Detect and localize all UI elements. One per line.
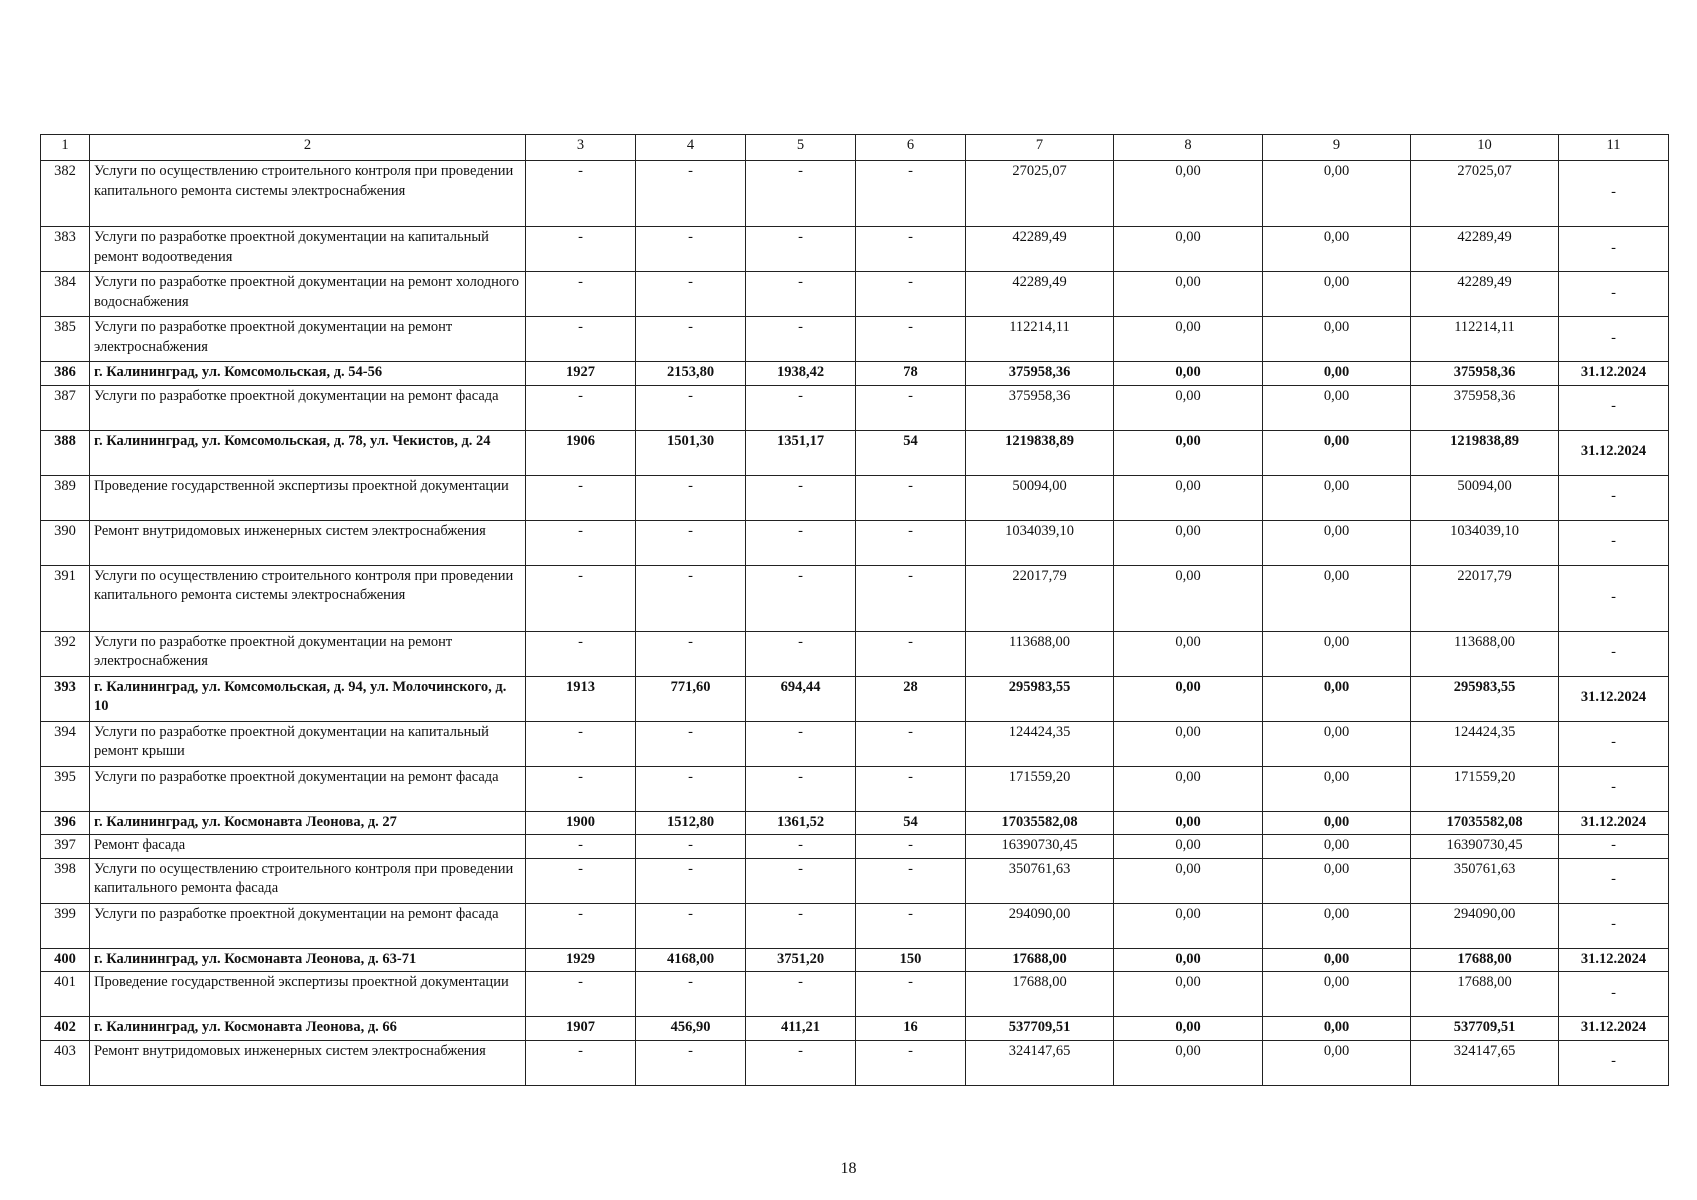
build-year-cell: - (526, 385, 636, 430)
cost-fund-source-8-cell: 0,00 (1114, 766, 1263, 811)
residents-count-cell: - (856, 317, 966, 362)
cost-fund-source-8-cell: 0,00 (1114, 631, 1263, 676)
cost-fund-source-8-cell: 0,00 (1114, 317, 1263, 362)
cost-fund-source-10-cell: 17035582,08 (1411, 811, 1559, 835)
column-number-header: 5 (746, 135, 856, 161)
row-number-cell: 399 (41, 903, 90, 948)
total-cost-cell: 537709,51 (966, 1017, 1114, 1041)
row-number-cell: 394 (41, 721, 90, 766)
total-area-cell: - (636, 721, 746, 766)
residents-count-cell: - (856, 520, 966, 565)
total-cost-cell: 17688,00 (966, 972, 1114, 1017)
total-area-cell: - (636, 272, 746, 317)
work-name-cell: Услуги по разработке проектной документации на ремонт фасада (90, 385, 526, 430)
total-area-cell: - (636, 903, 746, 948)
build-year-cell: 1927 (526, 362, 636, 386)
completion-date-cell: - (1559, 565, 1669, 631)
work-row (41, 227, 1669, 272)
cost-fund-source-9-cell: 0,00 (1263, 272, 1411, 317)
cost-fund-source-10-cell: 22017,79 (1411, 565, 1559, 631)
work-row (41, 1040, 1669, 1085)
work-name-cell: г. Калининград, ул. Комсомольская, д. 94, ул. Молочинского, д. 10 (90, 676, 526, 721)
row-number-cell: 387 (41, 385, 90, 430)
row-number-cell: 386 (41, 362, 90, 386)
completion-date-cell: 31.12.2024 (1559, 362, 1669, 386)
total-area-cell: - (636, 858, 746, 903)
cost-fund-source-10-cell: 42289,49 (1411, 272, 1559, 317)
living-area-cell: 1938,42 (746, 362, 856, 386)
address-row (41, 362, 1669, 386)
completion-date-cell: - (1559, 766, 1669, 811)
build-year-cell: - (526, 858, 636, 903)
work-name-cell: г. Калининград, ул. Космонавта Леонова, д. 63-71 (90, 948, 526, 972)
build-year-cell: - (526, 227, 636, 272)
row-number-cell: 389 (41, 475, 90, 520)
total-area-cell: 1512,80 (636, 811, 746, 835)
living-area-cell: - (746, 475, 856, 520)
cost-fund-source-9-cell: 0,00 (1263, 362, 1411, 386)
cost-fund-source-8-cell: 0,00 (1114, 858, 1263, 903)
build-year-cell: - (526, 766, 636, 811)
header-row (41, 135, 1669, 161)
cost-fund-source-10-cell: 375958,36 (1411, 385, 1559, 430)
cost-fund-source-10-cell: 16390730,45 (1411, 835, 1559, 859)
work-row (41, 766, 1669, 811)
cost-fund-source-9-cell: 0,00 (1263, 565, 1411, 631)
cost-fund-source-9-cell: 0,00 (1263, 317, 1411, 362)
work-name-cell: Услуги по разработке проектной документации на капитальный ремонт крыши (90, 721, 526, 766)
residents-count-cell: 150 (856, 948, 966, 972)
build-year-cell: 1929 (526, 948, 636, 972)
total-area-cell: - (636, 227, 746, 272)
total-area-cell: - (636, 631, 746, 676)
address-row (41, 430, 1669, 475)
cost-fund-source-10-cell: 42289,49 (1411, 227, 1559, 272)
living-area-cell: - (746, 858, 856, 903)
work-row (41, 835, 1669, 859)
total-area-cell: - (636, 766, 746, 811)
completion-date-cell: - (1559, 903, 1669, 948)
work-name-cell: г. Калининград, ул. Комсомольская, д. 54-56 (90, 362, 526, 386)
work-name-cell: Услуги по разработке проектной документации на ремонт фасада (90, 903, 526, 948)
row-number-cell: 384 (41, 272, 90, 317)
cost-fund-source-8-cell: 0,00 (1114, 835, 1263, 859)
work-name-cell: Услуги по осуществлению строительного контроля при проведении капитального ремонта системы электроснабжения (90, 565, 526, 631)
build-year-cell: - (526, 631, 636, 676)
completion-date-cell: 31.12.2024 (1559, 811, 1669, 835)
total-cost-cell: 171559,20 (966, 766, 1114, 811)
build-year-cell: - (526, 272, 636, 317)
residents-count-cell: 28 (856, 676, 966, 721)
living-area-cell: - (746, 835, 856, 859)
cost-fund-source-9-cell: 0,00 (1263, 1040, 1411, 1085)
cost-fund-source-10-cell: 17688,00 (1411, 972, 1559, 1017)
living-area-cell: - (746, 903, 856, 948)
cost-fund-source-9-cell: 0,00 (1263, 721, 1411, 766)
completion-date-cell: - (1559, 835, 1669, 859)
work-name-cell: Услуги по осуществлению строительного контроля при проведении капитального ремонта системы электроснабжения (90, 161, 526, 227)
address-row (41, 811, 1669, 835)
row-number-cell: 393 (41, 676, 90, 721)
work-name-cell: г. Калининград, ул. Космонавта Леонова, д. 27 (90, 811, 526, 835)
cost-fund-source-9-cell: 0,00 (1263, 835, 1411, 859)
row-number-cell: 400 (41, 948, 90, 972)
cost-fund-source-8-cell: 0,00 (1114, 161, 1263, 227)
living-area-cell: 694,44 (746, 676, 856, 721)
cost-fund-source-10-cell: 324147,65 (1411, 1040, 1559, 1085)
living-area-cell: - (746, 520, 856, 565)
column-number-header: 8 (1114, 135, 1263, 161)
cost-fund-source-8-cell: 0,00 (1114, 811, 1263, 835)
build-year-cell: 1913 (526, 676, 636, 721)
cost-fund-source-10-cell: 50094,00 (1411, 475, 1559, 520)
page-number: 18 (840, 1160, 857, 1177)
total-cost-cell: 113688,00 (966, 631, 1114, 676)
work-name-cell: г. Калининград, ул. Комсомольская, д. 78, ул. Чекистов, д. 24 (90, 430, 526, 475)
total-cost-cell: 17688,00 (966, 948, 1114, 972)
cost-fund-source-10-cell: 537709,51 (1411, 1017, 1559, 1041)
cost-fund-source-8-cell: 0,00 (1114, 272, 1263, 317)
total-cost-cell: 112214,11 (966, 317, 1114, 362)
work-name-cell: Услуги по разработке проектной документации на ремонт холодного водоснабжения (90, 272, 526, 317)
cost-fund-source-10-cell: 17688,00 (1411, 948, 1559, 972)
work-row (41, 631, 1669, 676)
cost-fund-source-9-cell: 0,00 (1263, 972, 1411, 1017)
row-number-cell: 385 (41, 317, 90, 362)
column-number-header: 3 (526, 135, 636, 161)
residents-count-cell: 16 (856, 1017, 966, 1041)
total-cost-cell: 324147,65 (966, 1040, 1114, 1085)
total-area-cell: - (636, 972, 746, 1017)
work-row (41, 272, 1669, 317)
cost-fund-source-9-cell: 0,00 (1263, 948, 1411, 972)
row-number-cell: 388 (41, 430, 90, 475)
build-year-cell: - (526, 520, 636, 565)
work-name-cell: Услуги по осуществлению строительного контроля при проведении капитального ремонта фасада (90, 858, 526, 903)
column-number-header: 10 (1411, 135, 1559, 161)
cost-fund-source-10-cell: 171559,20 (1411, 766, 1559, 811)
work-row (41, 972, 1669, 1017)
living-area-cell: - (746, 227, 856, 272)
row-number-cell: 383 (41, 227, 90, 272)
living-area-cell: - (746, 1040, 856, 1085)
residents-count-cell: 54 (856, 811, 966, 835)
cost-fund-source-8-cell: 0,00 (1114, 475, 1263, 520)
completion-date-cell: - (1559, 317, 1669, 362)
cost-fund-source-8-cell: 0,00 (1114, 1040, 1263, 1085)
build-year-cell: - (526, 903, 636, 948)
work-name-cell: Услуги по разработке проектной документации на ремонт электроснабжения (90, 317, 526, 362)
cost-fund-source-9-cell: 0,00 (1263, 676, 1411, 721)
total-area-cell: - (636, 161, 746, 227)
address-row (41, 948, 1669, 972)
living-area-cell: - (746, 161, 856, 227)
column-number-header: 1 (41, 135, 90, 161)
cost-fund-source-8-cell: 0,00 (1114, 565, 1263, 631)
cost-fund-source-8-cell: 0,00 (1114, 948, 1263, 972)
completion-date-cell: - (1559, 1040, 1669, 1085)
cost-fund-source-10-cell: 113688,00 (1411, 631, 1559, 676)
living-area-cell: - (746, 317, 856, 362)
completion-date-cell: 31.12.2024 (1559, 676, 1669, 721)
build-year-cell: - (526, 565, 636, 631)
residents-count-cell: - (856, 903, 966, 948)
work-row (41, 317, 1669, 362)
residents-count-cell: - (856, 721, 966, 766)
living-area-cell: - (746, 721, 856, 766)
row-number-cell: 396 (41, 811, 90, 835)
living-area-cell: - (746, 766, 856, 811)
completion-date-cell: - (1559, 520, 1669, 565)
build-year-cell: - (526, 835, 636, 859)
cost-fund-source-8-cell: 0,00 (1114, 362, 1263, 386)
row-number-cell: 398 (41, 858, 90, 903)
row-number-cell: 392 (41, 631, 90, 676)
residents-count-cell: - (856, 631, 966, 676)
cost-fund-source-8-cell: 0,00 (1114, 903, 1263, 948)
total-area-cell: - (636, 835, 746, 859)
cost-fund-source-10-cell: 112214,11 (1411, 317, 1559, 362)
living-area-cell: 1351,17 (746, 430, 856, 475)
total-cost-cell: 375958,36 (966, 362, 1114, 386)
total-cost-cell: 16390730,45 (966, 835, 1114, 859)
work-name-cell: Услуги по разработке проектной документации на капитальный ремонт водоотведения (90, 227, 526, 272)
residents-count-cell: - (856, 972, 966, 1017)
cost-fund-source-10-cell: 350761,63 (1411, 858, 1559, 903)
cost-fund-source-9-cell: 0,00 (1263, 385, 1411, 430)
living-area-cell: - (746, 972, 856, 1017)
completion-date-cell: 31.12.2024 (1559, 1017, 1669, 1041)
column-number-header: 11 (1559, 135, 1669, 161)
row-number-cell: 401 (41, 972, 90, 1017)
total-cost-cell: 350761,63 (966, 858, 1114, 903)
work-name-cell: Ремонт внутридомовых инженерных систем электроснабжения (90, 520, 526, 565)
row-number-cell: 402 (41, 1017, 90, 1041)
cost-fund-source-9-cell: 0,00 (1263, 430, 1411, 475)
cost-fund-source-10-cell: 295983,55 (1411, 676, 1559, 721)
build-year-cell: 1900 (526, 811, 636, 835)
work-row (41, 385, 1669, 430)
living-area-cell: - (746, 631, 856, 676)
build-year-cell: - (526, 1040, 636, 1085)
total-area-cell: - (636, 317, 746, 362)
work-name-cell: Проведение государственной экспертизы проектной документации (90, 475, 526, 520)
residents-count-cell: 78 (856, 362, 966, 386)
total-cost-cell: 124424,35 (966, 721, 1114, 766)
column-number-header: 9 (1263, 135, 1411, 161)
total-area-cell: - (636, 385, 746, 430)
cost-fund-source-8-cell: 0,00 (1114, 972, 1263, 1017)
residents-count-cell: - (856, 475, 966, 520)
living-area-cell: 411,21 (746, 1017, 856, 1041)
total-cost-cell: 50094,00 (966, 475, 1114, 520)
build-year-cell: - (526, 317, 636, 362)
cost-fund-source-9-cell: 0,00 (1263, 766, 1411, 811)
living-area-cell: - (746, 565, 856, 631)
residents-count-cell: - (856, 565, 966, 631)
residents-count-cell: - (856, 835, 966, 859)
completion-date-cell: - (1559, 631, 1669, 676)
column-number-header: 7 (966, 135, 1114, 161)
build-year-cell: - (526, 475, 636, 520)
residents-count-cell: - (856, 227, 966, 272)
residents-count-cell: - (856, 161, 966, 227)
build-year-cell: 1907 (526, 1017, 636, 1041)
total-area-cell: 2153,80 (636, 362, 746, 386)
work-row (41, 475, 1669, 520)
completion-date-cell: - (1559, 972, 1669, 1017)
residents-count-cell: - (856, 1040, 966, 1085)
total-cost-cell: 1034039,10 (966, 520, 1114, 565)
completion-date-cell: - (1559, 858, 1669, 903)
work-row (41, 858, 1669, 903)
cost-fund-source-10-cell: 124424,35 (1411, 721, 1559, 766)
work-name-cell: Ремонт внутридомовых инженерных систем электроснабжения (90, 1040, 526, 1085)
work-row (41, 565, 1669, 631)
cost-fund-source-8-cell: 0,00 (1114, 676, 1263, 721)
residents-count-cell: - (856, 385, 966, 430)
total-area-cell: 456,90 (636, 1017, 746, 1041)
total-area-cell: - (636, 520, 746, 565)
work-name-cell: Ремонт фасада (90, 835, 526, 859)
cost-fund-source-8-cell: 0,00 (1114, 1017, 1263, 1041)
total-cost-cell: 294090,00 (966, 903, 1114, 948)
build-year-cell: - (526, 972, 636, 1017)
residents-count-cell: - (856, 766, 966, 811)
living-area-cell: - (746, 272, 856, 317)
row-number-cell: 391 (41, 565, 90, 631)
completion-date-cell: 31.12.2024 (1559, 430, 1669, 475)
residents-count-cell: 54 (856, 430, 966, 475)
build-year-cell: - (526, 721, 636, 766)
row-number-cell: 397 (41, 835, 90, 859)
total-area-cell: 1501,30 (636, 430, 746, 475)
completion-date-cell: - (1559, 161, 1669, 227)
table-body (41, 135, 1669, 1086)
residents-count-cell: - (856, 858, 966, 903)
column-number-header: 4 (636, 135, 746, 161)
cost-fund-source-9-cell: 0,00 (1263, 1017, 1411, 1041)
total-cost-cell: 27025,07 (966, 161, 1114, 227)
row-number-cell: 403 (41, 1040, 90, 1085)
living-area-cell: 3751,20 (746, 948, 856, 972)
living-area-cell: 1361,52 (746, 811, 856, 835)
column-number-header: 2 (90, 135, 526, 161)
completion-date-cell: - (1559, 385, 1669, 430)
cost-fund-source-8-cell: 0,00 (1114, 721, 1263, 766)
completion-date-cell: - (1559, 475, 1669, 520)
cost-fund-source-9-cell: 0,00 (1263, 903, 1411, 948)
residents-count-cell: - (856, 272, 966, 317)
completion-date-cell: 31.12.2024 (1559, 948, 1669, 972)
cost-fund-source-9-cell: 0,00 (1263, 631, 1411, 676)
living-area-cell: - (746, 385, 856, 430)
cost-fund-source-8-cell: 0,00 (1114, 227, 1263, 272)
cost-fund-source-10-cell: 1219838,89 (1411, 430, 1559, 475)
cost-fund-source-10-cell: 375958,36 (1411, 362, 1559, 386)
works-table (40, 134, 1669, 1086)
cost-fund-source-8-cell: 0,00 (1114, 385, 1263, 430)
address-row (41, 676, 1669, 721)
column-number-header: 6 (856, 135, 966, 161)
cost-fund-source-9-cell: 0,00 (1263, 475, 1411, 520)
work-name-cell: Проведение государственной экспертизы проектной документации (90, 972, 526, 1017)
cost-fund-source-8-cell: 0,00 (1114, 520, 1263, 565)
completion-date-cell: - (1559, 227, 1669, 272)
completion-date-cell: - (1559, 721, 1669, 766)
build-year-cell: - (526, 161, 636, 227)
cost-fund-source-9-cell: 0,00 (1263, 811, 1411, 835)
work-row (41, 721, 1669, 766)
total-cost-cell: 375958,36 (966, 385, 1114, 430)
work-name-cell: г. Калининград, ул. Космонавта Леонова, д. 66 (90, 1017, 526, 1041)
work-row (41, 161, 1669, 227)
row-number-cell: 390 (41, 520, 90, 565)
row-number-cell: 382 (41, 161, 90, 227)
total-area-cell: - (636, 565, 746, 631)
work-name-cell: Услуги по разработке проектной документации на ремонт фасада (90, 766, 526, 811)
work-row (41, 903, 1669, 948)
total-cost-cell: 295983,55 (966, 676, 1114, 721)
work-row (41, 520, 1669, 565)
row-number-cell: 395 (41, 766, 90, 811)
total-cost-cell: 17035582,08 (966, 811, 1114, 835)
cost-fund-source-9-cell: 0,00 (1263, 520, 1411, 565)
total-area-cell: 771,60 (636, 676, 746, 721)
cost-fund-source-8-cell: 0,00 (1114, 430, 1263, 475)
total-cost-cell: 22017,79 (966, 565, 1114, 631)
cost-fund-source-10-cell: 294090,00 (1411, 903, 1559, 948)
total-area-cell: - (636, 475, 746, 520)
total-area-cell: - (636, 1040, 746, 1085)
cost-fund-source-9-cell: 0,00 (1263, 858, 1411, 903)
build-year-cell: 1906 (526, 430, 636, 475)
total-cost-cell: 1219838,89 (966, 430, 1114, 475)
cost-fund-source-9-cell: 0,00 (1263, 227, 1411, 272)
completion-date-cell: - (1559, 272, 1669, 317)
work-name-cell: Услуги по разработке проектной документации на ремонт электроснабжения (90, 631, 526, 676)
cost-fund-source-9-cell: 0,00 (1263, 161, 1411, 227)
address-row (41, 1017, 1669, 1041)
total-cost-cell: 42289,49 (966, 227, 1114, 272)
cost-fund-source-10-cell: 1034039,10 (1411, 520, 1559, 565)
total-area-cell: 4168,00 (636, 948, 746, 972)
cost-fund-source-10-cell: 27025,07 (1411, 161, 1559, 227)
total-cost-cell: 42289,49 (966, 272, 1114, 317)
